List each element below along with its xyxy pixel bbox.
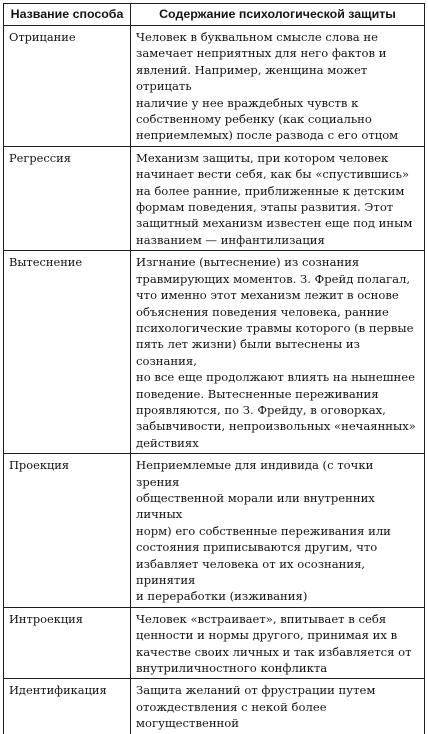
table-row [4, 251, 425, 454]
description-line: психологические травмы которого (в первые [136, 320, 414, 335]
method-description-cell [131, 251, 425, 454]
method-name-cell: Идентификация [4, 679, 131, 734]
method-description-cell [131, 454, 425, 608]
description-line: действиях [136, 435, 199, 450]
description-line: начинает вести себя, как бы «спустившись» [136, 167, 410, 182]
header-defense-content: Содержание психологической защиты [131, 4, 425, 26]
description-line: Человек в буквальном смысле слова не [136, 30, 378, 44]
description-line: явлений. Например, женщина может отрицать [136, 62, 368, 94]
table-row [4, 454, 425, 608]
psych-defense-table [3, 3, 425, 734]
method-name-cell: Проекция [4, 454, 131, 608]
method-description-cell [131, 26, 425, 147]
description-line: что именно этот механизм лежит в основе [136, 288, 399, 303]
description-line: на более ранние, приближенные к детским [136, 183, 405, 198]
description-line: избавляет человека от их осознания, принятия [136, 556, 366, 587]
description-line: собственному ребенку (как социально [136, 112, 372, 127]
header-method-name: Название способа [4, 4, 131, 26]
table-row [4, 679, 425, 734]
description-line: неприемлемых) после развода с его отцом [136, 128, 399, 143]
description-line: Человек «встраивает», впитывает в себя [136, 611, 387, 626]
description-line: Изгнание (вытеснение) из сознания [136, 255, 360, 270]
description-line: но все еще продолжают влиять на нынешнее [136, 370, 415, 385]
method-description-cell [131, 679, 425, 734]
description-line: травмирующих моментов. З. Фрейд полагал, [136, 271, 411, 286]
description-line: пять лет жизни) были вытеснены из сознания, [136, 337, 360, 368]
description-line: норм) его собственные переживания или [136, 523, 391, 538]
description-line: общественной морали или внутренних личных [136, 490, 375, 522]
description-line: формам поведения, этапы развития. Этот [136, 200, 394, 215]
header-row [4, 4, 425, 26]
description-line: проявляются, по З. Фрейду, в оговорках, [136, 402, 386, 417]
description-line: защитный механизм известен еще под иным [136, 216, 413, 231]
description-line: замечает неприятных для него фактов и [136, 46, 387, 61]
description-line: наличие у нее враждебных чувств к [136, 95, 359, 110]
description-line: внутриличностного конфликта [136, 661, 328, 676]
method-description-cell [131, 146, 425, 250]
description-line: качестве своих личных и так избавляется от [136, 644, 412, 659]
description-line: названием — инфантилизация [136, 232, 325, 247]
method-description-cell [131, 607, 425, 679]
table-row [4, 607, 425, 679]
description-line: Защита желаний от фрустрации путем [136, 683, 376, 698]
method-name-cell: Вытеснение [4, 251, 131, 454]
table-row [4, 146, 425, 250]
description-line: Механизм защиты, при котором человек [136, 150, 389, 165]
table-row [4, 26, 425, 147]
description-line: ценности и нормы другого, принимая их в [136, 628, 398, 643]
description-line: поведение. Вытесненные переживания [136, 386, 379, 401]
description-line: объяснения поведения человека, ранние [136, 304, 389, 319]
description-line: состояния приписываются другим, что [136, 540, 378, 555]
method-name-cell: Интроекция [4, 607, 131, 679]
description-line: Неприемлемые для индивида (с точки зрения [136, 458, 374, 489]
method-name-cell: Отрицание [4, 26, 131, 147]
description-line: отождествления с некой более могущественной [136, 699, 327, 731]
table-body [4, 26, 425, 734]
description-line: забывчивости, непроизвольных «нечаянных» [136, 419, 416, 434]
method-name-cell: Регрессия [4, 146, 131, 250]
description-line: и переработки (изживания) [136, 589, 308, 604]
